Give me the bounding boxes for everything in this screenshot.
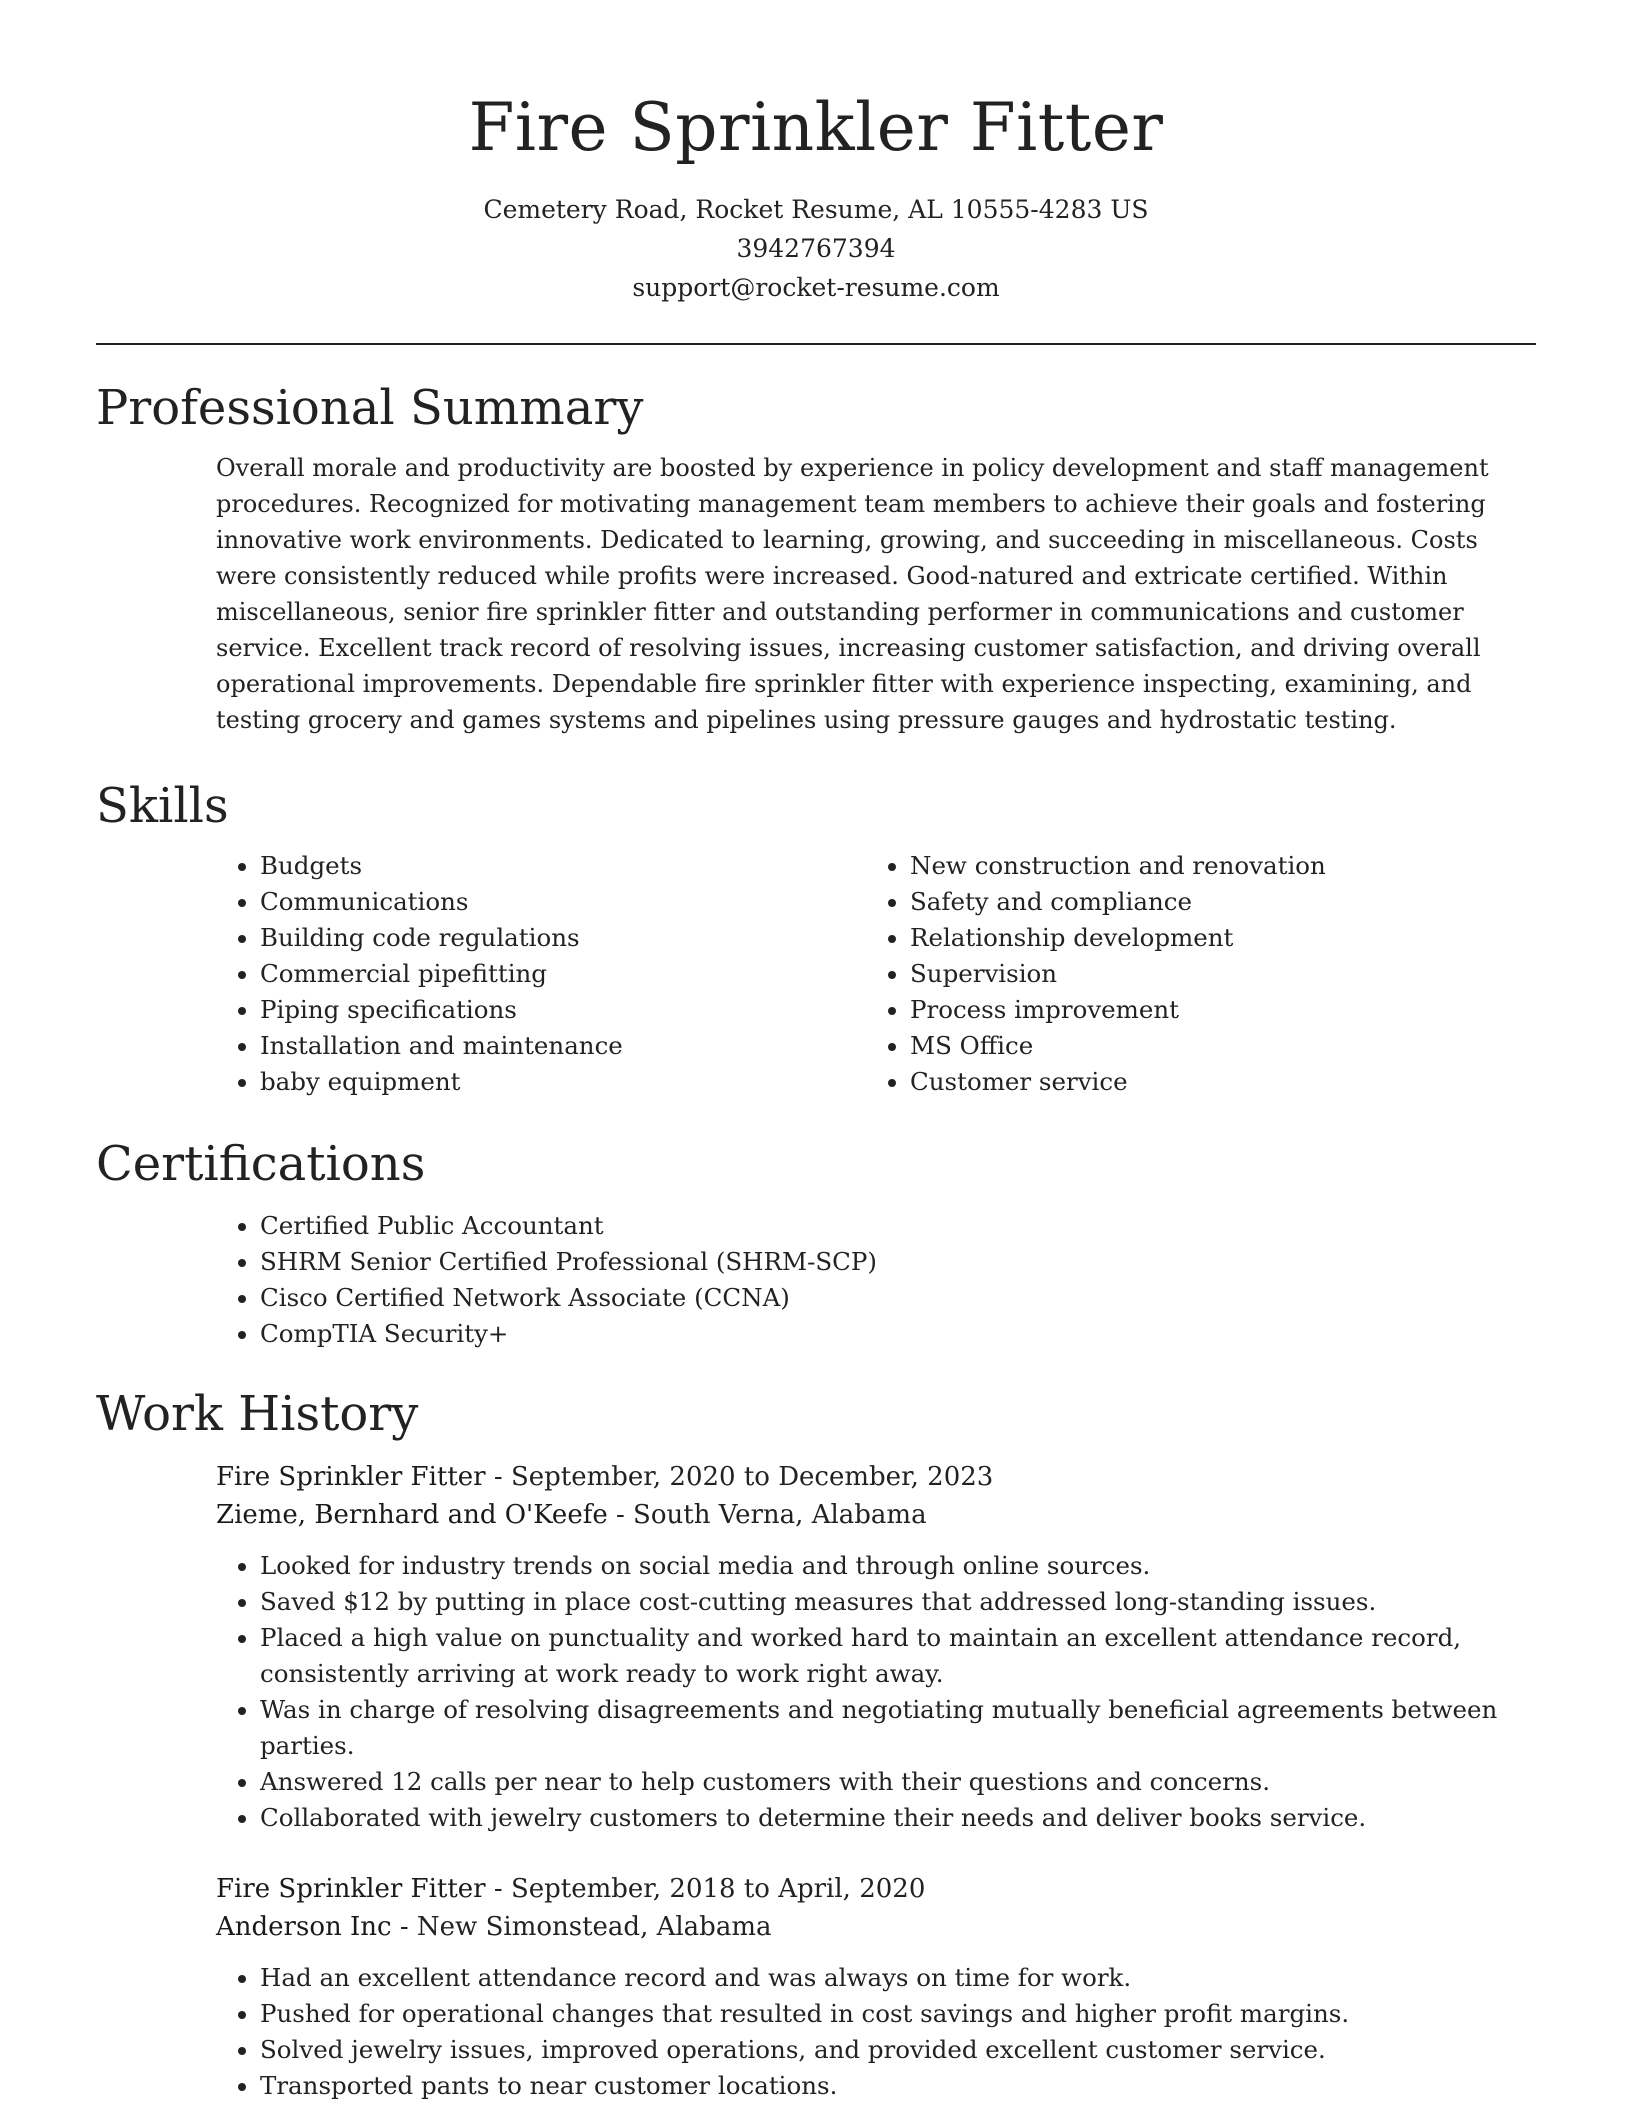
job-location: New Simonstead, Alabama (416, 1912, 772, 1942)
job-entry (0, 1458, 1632, 1836)
job-location: South Verna, Alabama (633, 1500, 927, 1530)
skill-item: • Budgets (260, 848, 623, 884)
summary-section (0, 378, 1632, 738)
skill-item: • Piping specifications (260, 992, 623, 1028)
job-company: Anderson Inc (216, 1912, 392, 1942)
job-duties (0, 1548, 1632, 1836)
skill-item: • Commercial pipefitting (260, 956, 623, 992)
job-title: Fire Sprinkler Fitter (216, 1874, 486, 1904)
job-company-line (216, 1496, 1632, 1534)
certification-item: • SHRM Senior Certified Professional (SHRM-SCP) (260, 1244, 1632, 1280)
skill-item: • Communications (260, 884, 623, 920)
skill-item: • Customer service (910, 1064, 1326, 1100)
certification-item: • Cisco Certified Network Associate (CCNA) (260, 1280, 1632, 1316)
resume-header (0, 0, 1632, 307)
job-duty-item: • Was in charge of resolving disagreements and negotiating mutually beneficial agreements between parties. (260, 1692, 1536, 1764)
summary-title: Professional Summary (96, 380, 644, 436)
skills-list-right (910, 848, 1326, 1100)
work-history-title: Work History (96, 1386, 419, 1442)
job-duty-item: • Looked for industry trends on social media and through online sources. (260, 1548, 1536, 1584)
job-duties-list (0, 1960, 1632, 2104)
skills-columns (0, 848, 1632, 1108)
skill-item: • Process improvement (910, 992, 1326, 1028)
header-divider (96, 343, 1536, 345)
certifications-list (0, 1208, 1632, 1352)
skills-section (0, 776, 1632, 1108)
job-duty-item: • Transported pants to near customer locations. (260, 2068, 1536, 2104)
job-dates: September, 2018 to April, 2020 (510, 1874, 926, 1904)
job-duty-item: • Had an excellent attendance record and was always on time for work. (260, 1960, 1536, 1996)
job-duty-item: • Placed a high value on punctuality and worked hard to maintain an excellent attendance record, consistently arriving at work ready to work right away. (260, 1620, 1536, 1692)
job-entry (0, 1870, 1632, 2104)
job-duty-item: • Collaborated with jewelry customers to determine their needs and deliver books service. (260, 1800, 1536, 1836)
phone: 3942767394 (736, 234, 896, 263)
job-company: Zieme, Bernhard and O'Keefe (216, 1500, 608, 1530)
job-separator: - (615, 1500, 634, 1530)
skill-item: • Supervision (910, 956, 1326, 992)
skill-item: • Building code regulations (260, 920, 623, 956)
skill-item: • Relationship development (910, 920, 1326, 956)
job-title-line (216, 1458, 1632, 1496)
address: Cemetery Road, Rocket Resume, AL 10555-4283 US (483, 195, 1149, 224)
job-separator: - (493, 1462, 511, 1492)
job-duty-item: • Saved $12 by putting in place cost-cutting measures that addressed long-standing issues. (260, 1584, 1536, 1620)
job-duty-item: • Solved jewelry issues, improved operations, and provided excellent customer service. (260, 2032, 1536, 2068)
job-title: Fire Sprinkler Fitter (216, 1462, 486, 1492)
certification-item: • CompTIA Security+ (260, 1316, 1632, 1352)
email: support@rocket-resume.com (632, 273, 1000, 302)
skills-list-left (260, 848, 623, 1100)
job-duties (0, 1960, 1632, 2104)
skill-item: • Installation and maintenance (260, 1028, 623, 1064)
skill-item: • MS Office (910, 1028, 1326, 1064)
job-separator: - (493, 1874, 511, 1904)
certifications-title: Certifications (96, 1136, 426, 1192)
summary-text: Overall morale and productivity are boosted by experience in policy development and staff management procedures. Recognized for motivating management team members to achieve their goals and fostering innovative work environments. Dedicated to learning, growing, and succeeding in miscellaneous. Costs were consistently reduced while profits were increased. Good-natured and extricate certified. Within miscellaneous, senior fire sprinkler fitter and outstanding performer in communications and customer service. Excellent track record of resolving issues, increasing customer satisfaction, and driving overall operational improvements. Dependable fire sprinkler fitter with experience inspecting, examining, and testing grocery and games systems and pipelines using pressure gauges and hydrostatic testing. (216, 454, 1489, 734)
certifications-section (0, 1134, 1632, 1352)
contact-info (0, 190, 1632, 307)
work-history-section (0, 1384, 1632, 2104)
job-dates: September, 2020 to December, 2023 (510, 1462, 994, 1492)
skills-title: Skills (96, 778, 229, 834)
job-company-line (216, 1908, 1632, 1946)
candidate-name: Fire Sprinkler Fitter (468, 89, 1164, 166)
job-title-line (216, 1870, 1632, 1908)
certification-item: • Certified Public Accountant (260, 1208, 1632, 1244)
job-separator: - (399, 1912, 417, 1942)
skill-item: • New construction and renovation (910, 848, 1326, 884)
job-duties-list (0, 1548, 1632, 1836)
skill-item: • baby equipment (260, 1064, 623, 1100)
job-duty-item: • Answered 12 calls per near to help customers with their questions and concerns. (260, 1764, 1536, 1800)
job-duty-item: • Pushed for operational changes that resulted in cost savings and higher profit margins. (260, 1996, 1536, 2032)
skill-item: • Safety and compliance (910, 884, 1326, 920)
